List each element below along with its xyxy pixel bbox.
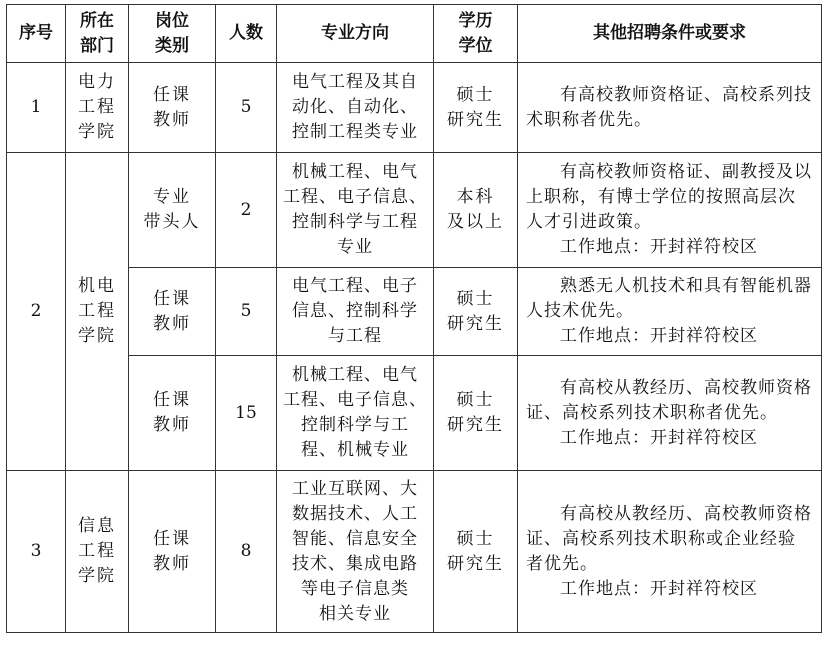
major-cell: 机械工程、电气 工程、电子信息、 控制科学与工 程、机械专业 [277,356,434,471]
header-major: 专业方向 [277,5,434,63]
major-cell: 机械工程、电气 工程、电子信息、 控制科学与工程 专业 [277,153,434,268]
education-cell: 硕士 研究生 [434,63,518,153]
table-row [7,153,822,268]
education-cell: 硕士 研究生 [434,268,518,356]
major-cell: 电气工程、电子 信息、控制科学 与工程 [277,268,434,356]
requirements-cell: 有高校教师资格证、高校系列技术职称者优先。 [518,63,822,153]
education-cell: 本科 及以上 [434,153,518,268]
header-count: 人数 [216,5,277,63]
count-cell: 2 [216,153,277,268]
seq-cell: 3 [7,471,66,633]
dept-cell: 信息 工程 学院 [66,471,129,633]
work-location: 工作地点：开封祥符校区 [560,326,758,346]
work-location: 工作地点：开封祥符校区 [560,427,758,448]
count-cell: 5 [216,268,277,356]
header-requirements: 其他招聘条件或要求 [518,5,822,63]
requirements-cell: 熟悉无人机技术和具有智能机器人技术优先。 工作地点：开封祥符校区 [518,268,822,356]
header-row [7,5,822,63]
table-row [7,268,822,356]
recruitment-table [6,4,822,633]
table-row [7,63,822,153]
position-cell: 专业 带头人 [129,153,216,268]
table-row [7,356,822,471]
dept-cell: 电力 工程 学院 [66,63,129,153]
header-education: 学历 学位 [434,5,518,63]
requirements-cell: 有高校教师资格证、副教授及以上职称，有博士学位的按照高层次人才引进政策。 工作地点：开封祥符校区 [518,153,822,268]
recruitment-table-container [6,4,822,633]
count-cell: 8 [216,471,277,633]
work-location: 工作地点：开封祥符校区 [560,578,758,599]
position-cell: 任课 教师 [129,268,216,356]
education-cell: 硕士 研究生 [434,356,518,471]
position-cell: 任课 教师 [129,63,216,153]
header-seq: 序号 [7,5,66,63]
requirements-cell: 有高校从教经历、高校教师资格证、高校系列技术职称者优先。 工作地点：开封祥符校区 [518,356,822,471]
major-cell: 电气工程及其自 动化、自动化、 控制工程类专业 [277,63,434,153]
dept-cell: 机电 工程 学院 [66,153,129,471]
work-location: 工作地点：开封祥符校区 [560,237,758,257]
count-cell: 15 [216,356,277,471]
major-cell: 工业互联网、大 数据技术、人工 智能、信息安全 技术、集成电路 等电子信息类 相关专业 [277,471,434,633]
count-cell: 5 [216,63,277,153]
education-cell: 硕士 研究生 [434,471,518,633]
header-dept: 所在 部门 [66,5,129,63]
requirements-cell: 有高校从教经历、高校教师资格证、高校系列技术职称或企业经验者优先。 工作地点：开封祥符校区 [518,471,822,633]
position-cell: 任课 教师 [129,356,216,471]
position-cell: 任课 教师 [129,471,216,633]
header-position: 岗位 类别 [129,5,216,63]
table-row [7,471,822,633]
seq-cell: 1 [7,63,66,153]
seq-cell: 2 [7,153,66,471]
